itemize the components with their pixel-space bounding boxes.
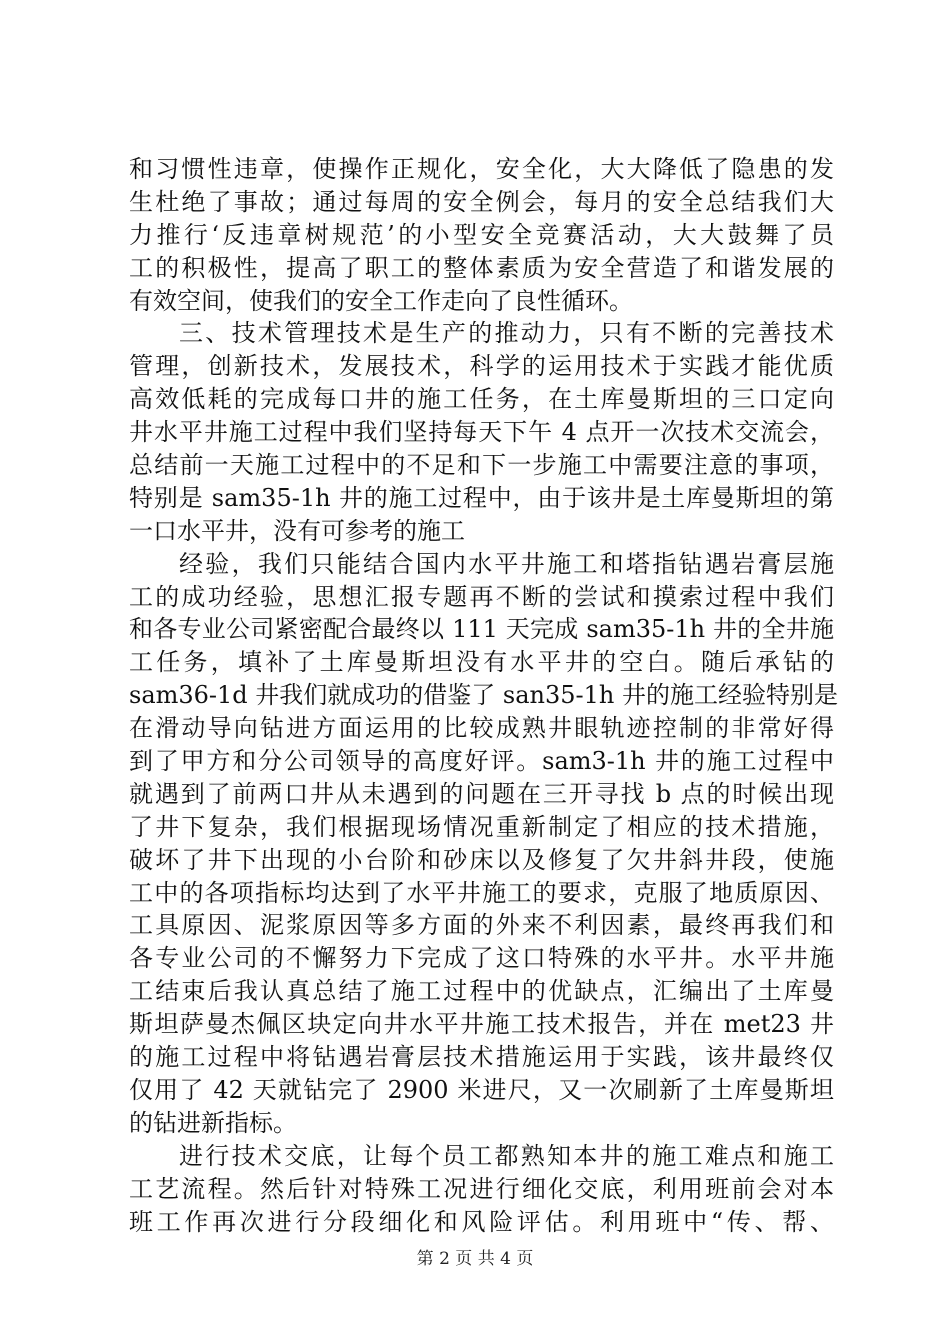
text-line: 井水平井施工过程中我们坚持每天下午 4 点开一次技术交流会，	[129, 418, 834, 447]
text-line: 在滑动导向钻进方面运用的比较成熟井眼轨迹控制的非常好得	[129, 714, 834, 743]
text-line: sam36-1d 井我们就成功的借鉴了 san35-1h 井的施工经验特别是	[129, 681, 839, 710]
text-line: 工结束后我认真总结了施工过程中的优缺点，汇编出了土库曼	[129, 977, 834, 1006]
text-line: 破坏了井下出现的小台阶和砂床以及修复了欠井斜井段，使施	[129, 845, 834, 874]
text-line: 工艺流程。然后针对特殊工况进行细化交底，利用班前会对本	[129, 1174, 834, 1203]
text-line: 就遇到了前两口井从未遇到的问题在三开寻找 b 点的时候出现	[129, 779, 834, 808]
text-line: 仅用了 42 天就钻完了 2900 米进尺，又一次刷新了土库曼斯坦	[129, 1075, 834, 1104]
text-line: 的施工过程中将钻遇岩膏层技术措施运用于实践，该井最终仅	[129, 1043, 834, 1072]
text-line: 工的积极性，提高了职工的整体素质为安全营造了和谐发展的	[129, 253, 834, 282]
text-line: 生杜绝了事故；通过每周的安全例会，每月的安全总结我们大	[129, 187, 834, 216]
text-line: 和各专业公司紧密配合最终以 111 天完成 sam35-1h 井的全井施	[129, 615, 834, 644]
text-line: 力推行‘反违章树规范’的小型安全竞赛活动，大大鼓舞了员	[129, 220, 834, 249]
body-text	[129, 153, 839, 1238]
text-line: 进行技术交底，让每个员工都熟知本井的施工难点和施工	[179, 1141, 834, 1170]
text-line: 和习惯性违章，使操作正规化，安全化，大大降低了隐患的发	[129, 155, 834, 183]
text-line: 总结前一天施工过程中的不足和下一步施工中需要注意的事项，	[129, 451, 834, 480]
text-line: 特别是 sam35-1h 井的施工过程中，由于该井是土库曼斯坦的第	[129, 483, 834, 512]
text-line: 的钻进新指标。	[129, 1108, 297, 1137]
text-line: 有效空间，使我们的安全工作走向了良性循环。	[129, 286, 633, 315]
text-line: 各专业公司的不懈努力下完成了这口特殊的水平井。水平井施	[129, 944, 834, 973]
text-line: 到了甲方和分公司领导的高度好评。sam3-1h 井的施工过程中	[129, 747, 834, 776]
text-line: 班工作再次进行分段细化和风险评估。利用班中“传、帮、	[129, 1207, 834, 1236]
text-line: 管理，创新技术，发展技术，科学的运用技术于实践才能优质	[129, 352, 834, 381]
text-line: 工任务，填补了土库曼斯坦没有水平井的空白。随后承钻的	[129, 648, 834, 677]
text-line: 工的成功经验，思想汇报专题再不断的尝试和摸索过程中我们	[129, 582, 834, 611]
page-footer: 第 2 页 共 4 页	[416, 1249, 534, 1269]
text-line: 工具原因、泥浆原因等多方面的外来不利因素，最终再我们和	[129, 911, 834, 940]
text-line: 一口水平井，没有可参考的施工	[129, 516, 465, 545]
text-line: 经验，我们只能结合国内水平井施工和塔指钻遇岩膏层施	[179, 549, 834, 578]
text-line: 三、技术管理技术是生产的推动力，只有不断的完善技术	[179, 319, 834, 348]
text-line: 斯坦萨曼杰佩区块定向井水平井施工技术报告，并在 met23 井	[129, 1010, 834, 1039]
text-line: 工中的各项指标均达到了水平井施工的要求，克服了地质原因、	[129, 878, 834, 907]
text-line: 了井下复杂，我们根据现场情况重新制定了相应的技术措施，	[129, 812, 834, 841]
text-line: 高效低耗的完成每口井的施工任务，在土库曼斯坦的三口定向	[129, 385, 834, 414]
